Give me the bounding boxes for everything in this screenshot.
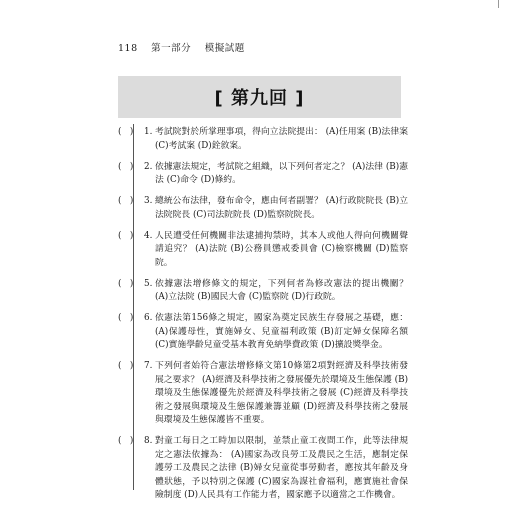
question-number: 7. (144, 361, 153, 371)
answer-blank[interactable]: ( ) (118, 278, 134, 289)
question-text: 依憲法第156條之規定，國家為奠定民族生存發展之基礎，應： (A)保護母性，實施婦女、兒童福利政策 (B)訂定婦女保障名額 (C)實施學齡兒童受基本教育免納學費政策 (D)擴設獎學金。 (155, 313, 408, 350)
question-number: 4. (144, 230, 153, 241)
running-header (118, 40, 255, 54)
question-number: 5. (144, 278, 153, 289)
question-text: 下列何者始符合憲法增修條文第10條第2項對經濟及科學技術發展之要求？ (A)經濟及科學技術之發展優先於環境及生態保護 (B)環境及生態保護優先於經濟及科學技術之發展 (C)經濟及科學技術之發展與環境及生態保護兼籌並顧 (D)經濟及科學技術之發展與環境及生態保護皆不重要。 (155, 361, 408, 425)
question-item (118, 278, 408, 305)
question-text: 人民遭受任何機關非法逮捕拘禁時，其本人或他人得向何機關聲請追究？ (A)法院 (B)公務員懲戒委員會 (C)檢察機關 (D)監察院。 (155, 230, 408, 268)
page-number: 118 (118, 43, 138, 54)
question-item (118, 360, 408, 428)
section-label: 模擬試題 (204, 43, 245, 54)
question-item (118, 435, 408, 503)
round-banner (118, 76, 401, 118)
question-text: 依據憲法規定，考試院之組織，以下列何者定之？ (A)法律 (B)憲法 (C)命令 (D)條約。 (155, 161, 408, 185)
question-text: 對童工每日之工時加以限制，並禁止童工夜間工作，此等法律規定之憲法依據為： (A)國家為改良勞工及農民之生活，應制定保護勞工及農民之法律 (B)婦女兒童從事勞動者，應按其年齡及身體狀態，予以特別之保護 (C)國家為謀社會福利，應實施社會保險制度 (D)人民具有工作能力者，國家應予以適當之工作機會。 (155, 436, 408, 500)
round-title: [ 第九回 ] (214, 88, 305, 109)
question-number: 6. (144, 313, 153, 323)
question-number: 1. (144, 127, 153, 137)
answer-blank[interactable]: ( ) (118, 361, 134, 371)
question-number: 8. (144, 436, 153, 446)
question-item (118, 230, 408, 271)
question-list (118, 126, 408, 510)
part-label: 第一部分 (151, 43, 192, 54)
question-item (118, 312, 408, 353)
question-item (118, 195, 408, 222)
question-number: 3. (144, 196, 153, 206)
question-text: 總統公布法律，發布命令，應由何者副署？ (A)行政院院長 (B)立法院院長 (C)司法院院長 (D)監察院院長。 (155, 196, 408, 220)
answer-blank[interactable]: ( ) (118, 127, 134, 137)
answer-blank[interactable]: ( ) (118, 230, 134, 241)
answer-blank[interactable]: ( ) (118, 436, 134, 446)
question-number: 2. (144, 161, 153, 172)
answer-blank[interactable]: ( ) (118, 196, 134, 206)
question-item (118, 126, 408, 153)
answer-blank[interactable]: ( ) (118, 313, 134, 323)
question-item (118, 161, 408, 188)
question-text: 依據憲法增修條文的規定，下列何者為修改憲法的提出機關？ (A)立法院 (B)國民大會 (C)監察院 (D)行政院。 (155, 278, 408, 302)
answer-blank[interactable]: ( ) (118, 161, 134, 172)
question-text: 考試院對於所掌理事項，得向立法院提出： (A)任用案 (B)法律案 (C)考試案 (D)銓敘案。 (155, 127, 408, 151)
page-corner-mark (498, 0, 499, 8)
